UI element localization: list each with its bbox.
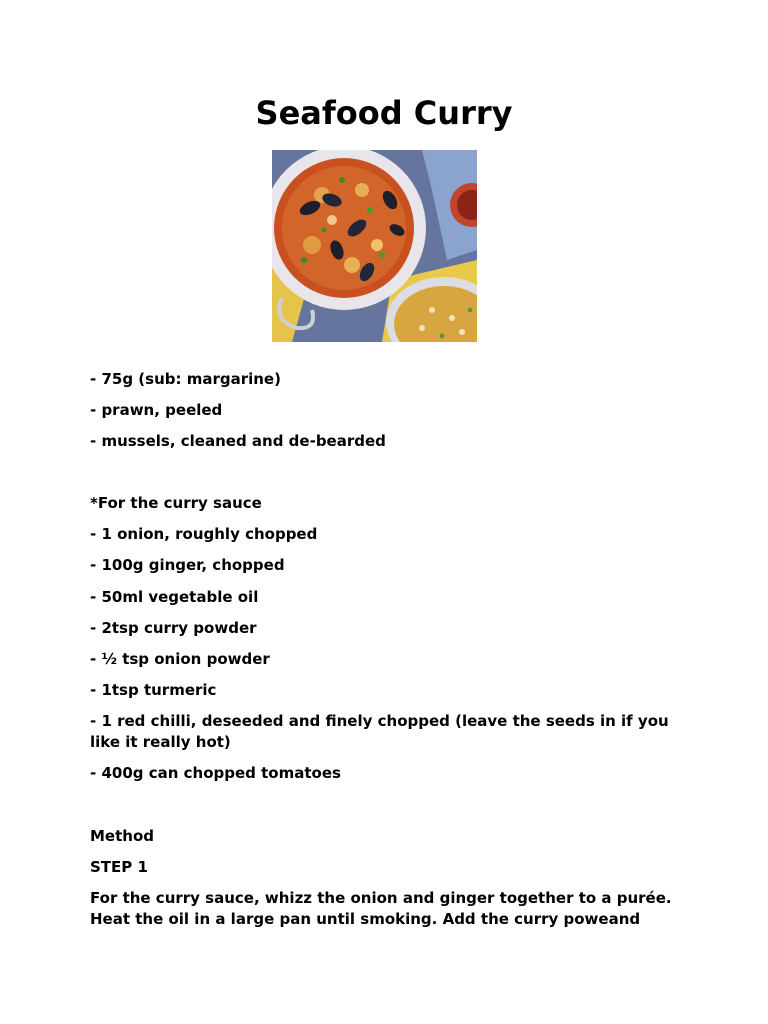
sauce-ingredient-item: - 1 red chilli, deseeded and finely chopped (leave the seeds in if you like it really hot) <box>90 712 669 751</box>
sauce-heading: *For the curry sauce <box>90 494 262 512</box>
curry-photo-icon <box>272 150 477 342</box>
sauce-ingredient-item: - 100g ginger, chopped <box>90 556 285 574</box>
sauce-ingredient-item: - ½ tsp onion powder <box>90 650 270 668</box>
step-text: For the curry sauce, whizz the onion and ginger together to a purée. Heat the oil in a large pan until smoking. Add the curry poweand <box>90 889 672 928</box>
sauce-ingredient-item: - 1 onion, roughly chopped <box>90 525 318 543</box>
page-title: Seafood Curry <box>255 94 513 132</box>
step-label: STEP 1 <box>90 858 148 876</box>
ingredient-item: - prawn, peeled <box>90 401 223 419</box>
sauce-ingredient-item: - 2tsp curry powder <box>90 619 257 637</box>
ingredient-item: - mussels, cleaned and de-bearded <box>90 432 386 450</box>
sauce-ingredient-item: - 50ml vegetable oil <box>90 588 259 606</box>
ingredient-item: - 75g (sub: margarine) <box>90 370 281 388</box>
sauce-ingredient-item: - 400g can chopped tomatoes <box>90 764 341 782</box>
method-heading: Method <box>90 827 154 845</box>
sauce-ingredient-item: - 1tsp turmeric <box>90 681 217 699</box>
